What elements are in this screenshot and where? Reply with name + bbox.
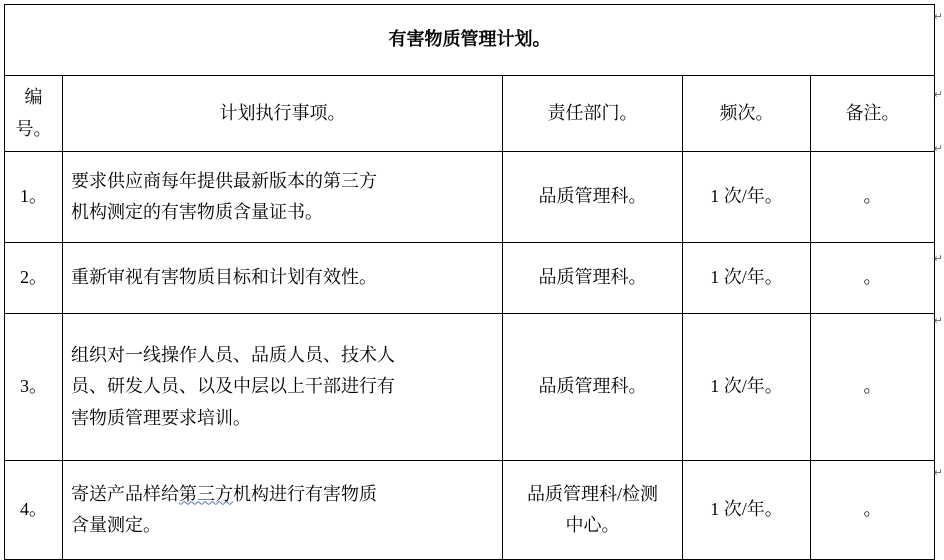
column-header-department: 责任部门。 [503, 76, 683, 152]
table-row [5, 461, 935, 560]
table-title-row [5, 5, 935, 76]
row-department: 品质管理科。 [503, 243, 683, 314]
row-number: 2。 [5, 243, 63, 314]
row-item [63, 461, 503, 560]
row-item-line: 组织对一线操作人员、品质人员、技术人 [71, 344, 395, 365]
paragraph-mark-icon: ↵ [933, 315, 943, 327]
document-page [0, 4, 944, 556]
row-department-line: 中心。 [565, 515, 620, 535]
paragraph-mark-icon: ↵ [933, 89, 943, 101]
paragraph-mark-column [930, 4, 944, 556]
row-item-misspelled-text: 第三方 [179, 483, 233, 504]
column-header-remark: 备注。 [811, 76, 935, 152]
row-remark: 。 [811, 243, 935, 314]
column-header-frequency: 频次。 [683, 76, 811, 152]
row-department [503, 461, 683, 560]
row-department: 品质管理科。 [503, 152, 683, 243]
row-department: 品质管理科。 [503, 314, 683, 461]
row-frequency: 1 次/年。 [683, 243, 811, 314]
row-item [63, 243, 503, 314]
row-frequency: 1 次/年。 [683, 152, 811, 243]
page-title: 有害物质管理计划。 [5, 5, 935, 76]
row-item-text: 寄送产品样给 [71, 483, 179, 504]
paragraph-mark-icon: ↵ [933, 253, 943, 265]
row-number: 1。 [5, 152, 63, 243]
row-frequency: 1 次/年。 [683, 461, 811, 560]
row-item [63, 314, 503, 461]
row-item-line: 员、研发人员、以及中层以上干部进行有 [71, 376, 395, 397]
row-department-line: 品质管理科/检测 [526, 483, 658, 504]
row-number: 4。 [5, 461, 63, 560]
row-item-line: 重新审视有害物质目标和计划有效性。 [71, 267, 377, 288]
row-item-line: 含量测定。 [71, 515, 161, 535]
row-item [63, 152, 503, 243]
row-item-line: 害物质管理要求培训。 [71, 407, 251, 428]
row-number: 3。 [5, 314, 63, 461]
table-row [5, 243, 935, 314]
row-remark: 。 [811, 314, 935, 461]
paragraph-mark-icon: ↵ [933, 143, 943, 155]
table-row [5, 314, 935, 461]
column-header-number: 编号。 [5, 76, 63, 152]
row-item-line: 机构测定的有害物质含量证书。 [71, 202, 323, 222]
column-header-item: 计划执行事项。 [63, 76, 503, 152]
paragraph-mark-icon: ↵ [933, 11, 943, 23]
row-frequency: 1 次/年。 [683, 314, 811, 461]
paragraph-mark-icon: ↵ [933, 467, 943, 479]
row-item-text: 机构进行有害物质 [233, 483, 377, 504]
hazardous-substance-plan-table [4, 4, 935, 560]
table-header-row [5, 76, 935, 152]
row-remark: 。 [811, 461, 935, 560]
row-remark: 。 [811, 152, 935, 243]
row-item-line [71, 479, 494, 511]
row-item-line: 要求供应商每年提供最新版本的第三方 [71, 170, 377, 191]
table-row [5, 152, 935, 243]
